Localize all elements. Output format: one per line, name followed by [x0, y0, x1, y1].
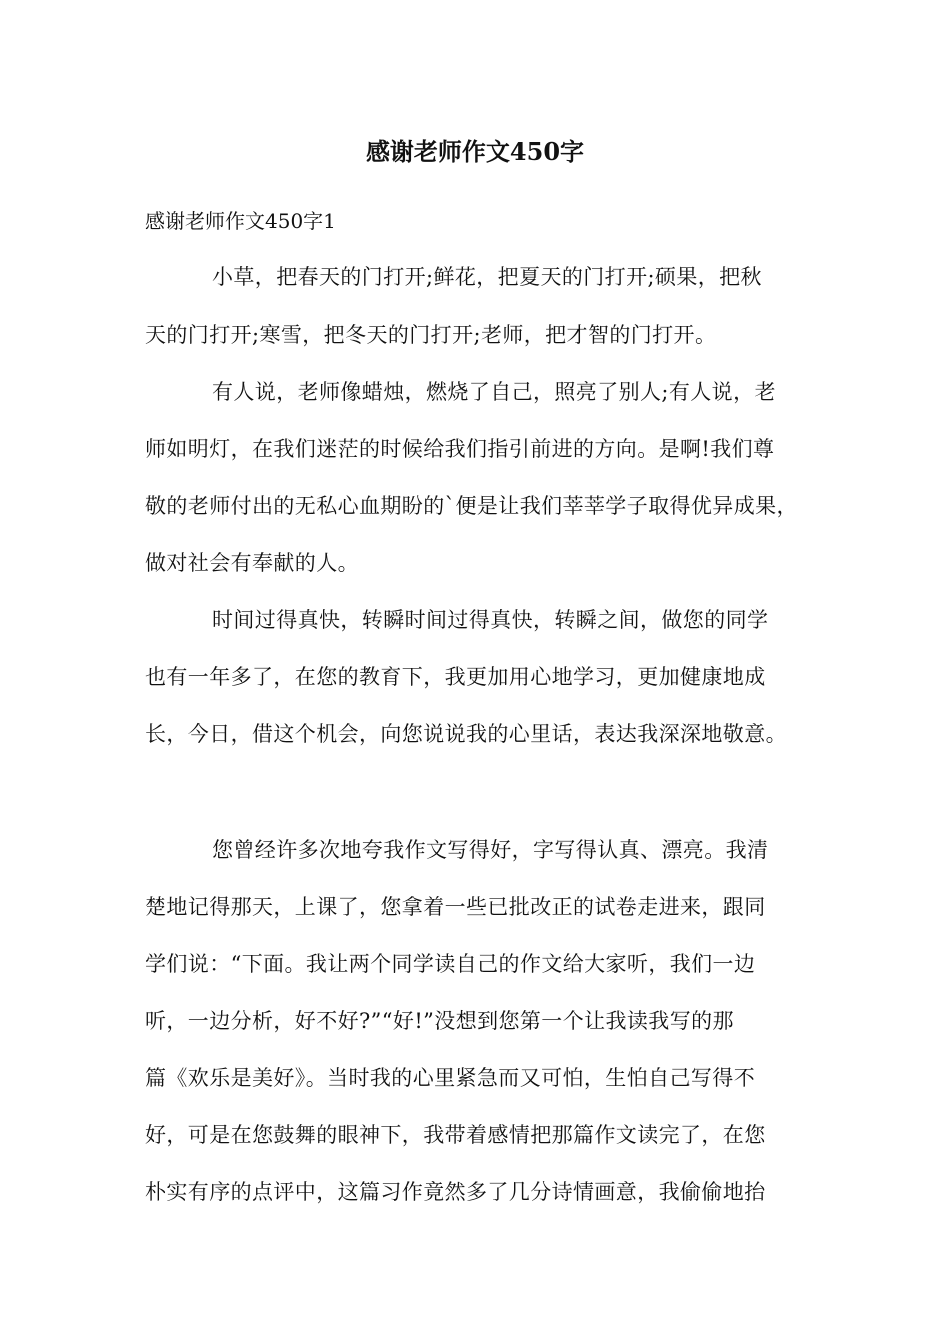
- paragraph-line: 有人说，老师像蜡烛，燃烧了自己，照亮了别人;有人说，老: [212, 380, 776, 404]
- paragraph-line: 您曾经许多次地夸我作文写得好，字写得认真、漂亮。我清: [212, 838, 769, 862]
- document-subtitle: 感谢老师作文450字1: [145, 209, 336, 233]
- paragraph-line: 听，一边分析，好不好?”“好!”没想到您第一个让我读我写的那: [145, 1009, 734, 1033]
- paragraph-line: 好，可是在您鼓舞的眼神下，我带着感情把那篇作文读完了，在您: [145, 1123, 766, 1147]
- paragraph-line: 师如明灯，在我们迷茫的时候给我们指引前进的方向。是啊!我们尊: [145, 437, 775, 461]
- paragraph-line: 小草，把春天的门打开;鲜花，把夏天的门打开;硕果，把秋: [212, 265, 762, 289]
- paragraph-line: 做对社会有奉献的人。: [145, 551, 359, 575]
- paragraph-line: 篇《欢乐是美好》。当时我的心里紧急而又可怕，生怕自己写得不: [145, 1066, 756, 1090]
- paragraph-line: 敬的老师付出的无私心血期盼的`便是让我们莘莘学子取得优异成果，: [145, 494, 798, 518]
- document-title: 感谢老师作文450字: [365, 137, 585, 166]
- paragraph-line: 也有一年多了，在您的教育下，我更加用心地学习，更加健康地成: [145, 665, 766, 689]
- paragraph-line: 学们说：“下面。我让两个同学读自己的作文给大家听，我们一边: [145, 952, 756, 976]
- paragraph-line: 朴实有序的点评中，这篇习作竟然多了几分诗情画意，我偷偷地抬: [145, 1180, 766, 1204]
- paragraph-line: 天的门打开;寒雪，把冬天的门打开;老师，把才智的门打开。: [145, 323, 717, 347]
- paragraph-line: 长，今日，借这个机会，向您说说我的心里话，表达我深深地敬意。: [145, 722, 787, 746]
- paragraph-line: 楚地记得那天，上课了，您拿着一些已批改正的试卷走进来，跟同: [145, 895, 766, 919]
- paragraph-line: 时间过得真快，转瞬时间过得真快，转瞬之间，做您的同学: [212, 608, 769, 632]
